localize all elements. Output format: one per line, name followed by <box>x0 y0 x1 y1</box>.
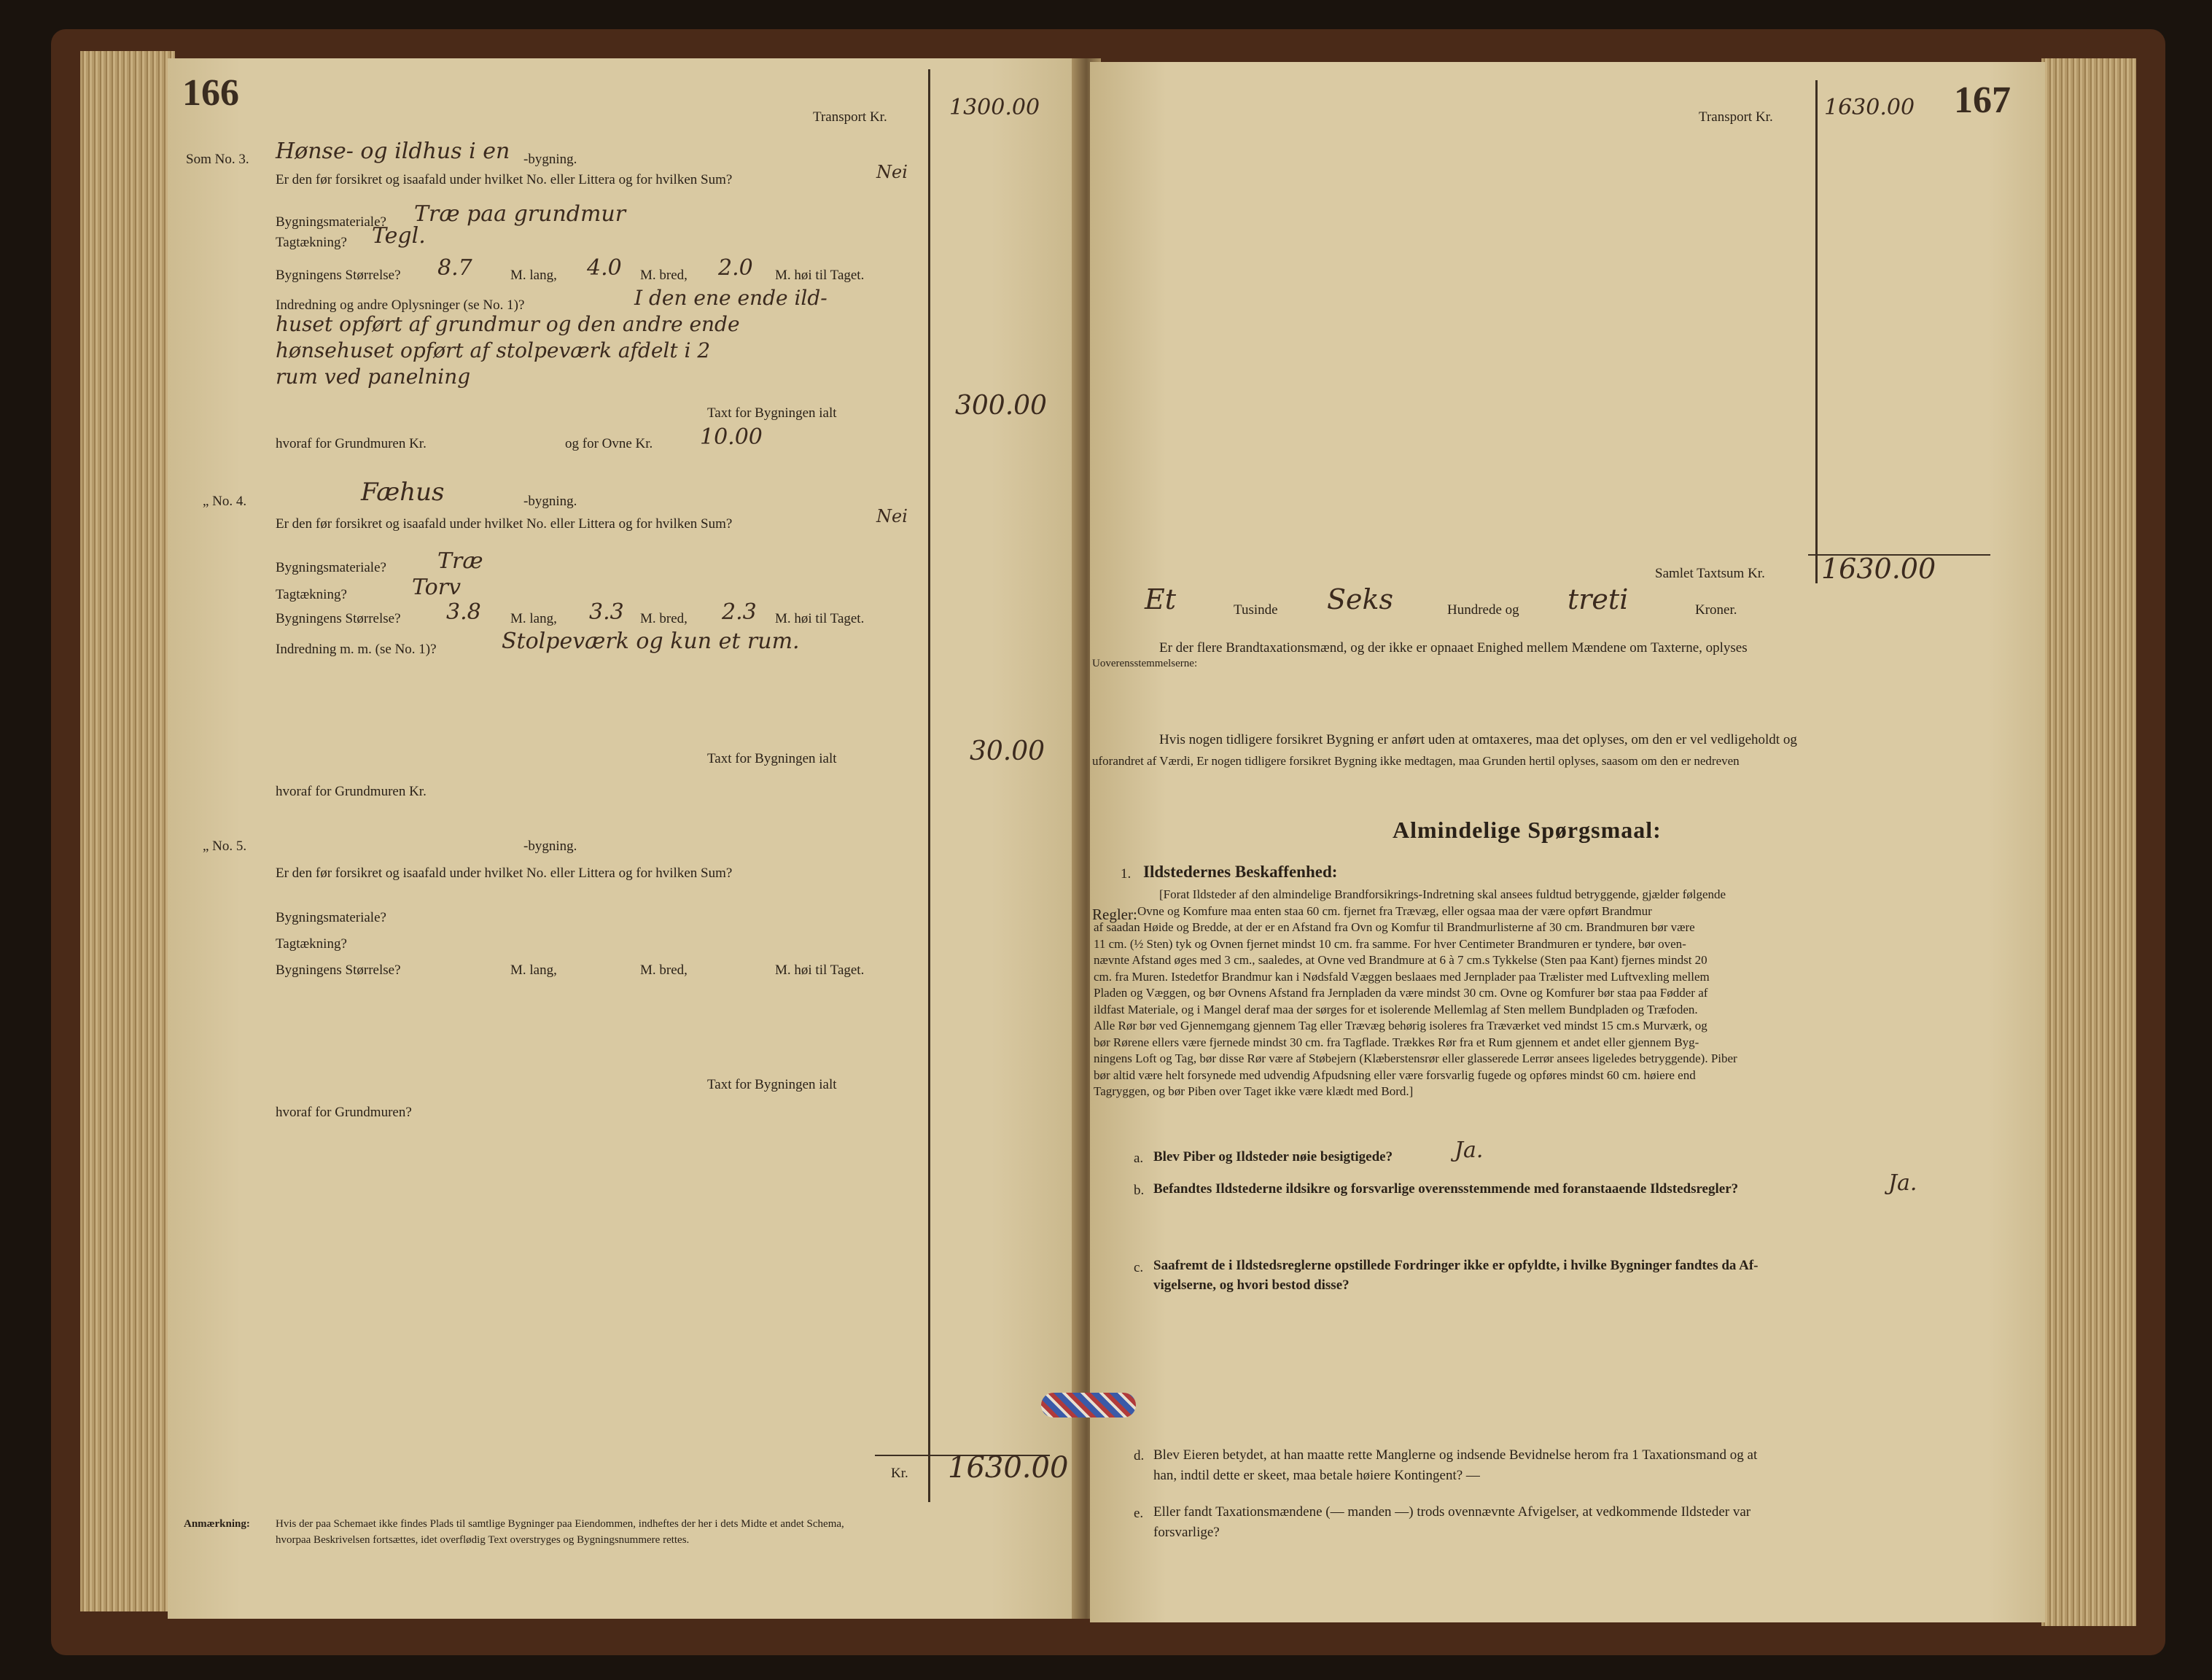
rule-line: ningens Loft og Tag, bør disse Rør være af Støbejern (Klæberstensrør eller glasserede Lerrør ansees ligeledes betryggende). Piber <box>1094 1051 1737 1065</box>
qe-text-2: forsvarlige? <box>1153 1525 1220 1540</box>
no4-building-name: Fæhus <box>361 478 445 507</box>
no4-interior-question: Indredning m. m. (se No. 1)? <box>276 642 437 657</box>
no5-mhoi: M. høi til Taget. <box>775 962 865 978</box>
no4-tax-label: Taxt for Bygningen ialt <box>707 751 837 766</box>
qd-text-1: Blev Eieren betydet, at han maatte rette Manglerne og indsende Bevidnelse herom fra 1 Taxationsmand og at <box>1153 1447 1758 1463</box>
no3-prior-question: Er den før forsikret og isaafald under hvilket No. eller Littera og for hvilken Sum? <box>276 172 733 187</box>
no3-tax-label: Taxt for Bygningen ialt <box>707 405 837 421</box>
qa-label: a. <box>1134 1151 1144 1166</box>
no4-length: 3.8 <box>446 599 481 625</box>
rule-line: ildfast Materiale, og i Mangel deraf maa der sørges for et isolerende Mellemlag af Sten mellem Bundpladen og Træfoden. <box>1094 1002 1698 1016</box>
no3-material-answer: Træ paa grundmur <box>414 201 626 227</box>
left-page <box>168 58 1083 1619</box>
right-transport-label: Transport Kr. <box>1699 109 1773 125</box>
no3-roof-question: Tagtækning? <box>276 235 347 250</box>
no3-interior-4: rum ved panelning <box>276 365 471 389</box>
no5-ground-label: hvoraf for Grundmuren? <box>276 1105 412 1120</box>
no5-prior-question: Er den før forsikret og isaafald under hvilket No. eller Littera og for hvilken Sum? <box>276 866 733 881</box>
rule-line: nævnte Afstand øges med 3 cm., saaledes, at Ovne ved Brandmure at 6 à 7 cm.s Tykkelse (Sten paa Kant) fjernes mindst 20 <box>1094 953 1707 967</box>
rule-line: Tagryggen, og bør Piben over Taget ikke være klædt med Bord.] <box>1094 1084 1414 1098</box>
left-transport-value: 1300.00 <box>949 95 1040 120</box>
no4-mlang: M. lang, <box>510 611 557 626</box>
no5-size-question: Bygningens Størrelse? <box>276 962 401 978</box>
amount-column-line <box>928 69 930 1502</box>
words-hundreds: Seks <box>1327 583 1394 615</box>
no3-building-name: Hønse- og ildhus i en <box>276 139 510 164</box>
no3-mhoi: M. høi til Taget. <box>775 268 865 283</box>
no4-material-question: Bygningsmateriale? <box>276 560 386 575</box>
q1-title: Ildstedernes Beskaffenhed: <box>1143 863 1338 881</box>
no3-roof-answer: Tegl. <box>372 223 426 249</box>
qa-answer: Ja. <box>1454 1138 1484 1163</box>
qb-text: Befandtes Ildstederne ildsikre og forsvarlige overensstemmende med foranstaaende Ildstedsregler? <box>1153 1181 1739 1197</box>
q1-label: 1. <box>1121 866 1132 882</box>
no4-roof-answer: Torv <box>412 575 462 600</box>
no3-width: 4.0 <box>587 255 622 281</box>
sum-label: Samlet Taxtsum Kr. <box>1655 566 1765 581</box>
no3-interior-3: hønsehuset opført af stolpeværk afdelt i 2 <box>276 338 711 362</box>
regler-label: Regler: <box>1092 906 1137 923</box>
rule-line: Alle Rør bør ved Gjennemgang gjennem Tag eller Trævæg behørig isoleres fra Træværket ved mindst 15 cm.s Murværk, og <box>1094 1019 1707 1032</box>
no3-prior-answer: Nei <box>876 162 908 182</box>
no4-prior-question: Er den før forsikret og isaafald under hvilket No. eller Littera og for hvilken Sum? <box>276 516 733 532</box>
no3-mbred: M. bred, <box>640 268 688 283</box>
note-text-1: Hvis der paa Schemaet ikke findes Plads til samtlige Bygninger paa Eiendommen, indheftes der her i dets Midte et andet Schema, <box>276 1518 844 1530</box>
disagree-text-2: Uoverensstemmelserne: <box>1092 658 1198 669</box>
tusinde-label: Tusinde <box>1234 602 1278 618</box>
binding-thread <box>1041 1393 1136 1418</box>
disagree-text-1: Er der flere Brandtaxationsmænd, og der ikke er opnaaet Enighed mellem Mændene om Taxterne, oplyses <box>1159 640 1748 656</box>
no5-material-question: Bygningsmateriale? <box>276 910 386 925</box>
qe-label: e. <box>1134 1506 1144 1521</box>
sum-value: 1630.00 <box>1821 553 1936 585</box>
no3-oven-label: og for Ovne Kr. <box>565 436 653 451</box>
no3-height: 2.0 <box>718 255 753 281</box>
qc-text-2: vigelserne, og hvori bestod disse? <box>1153 1278 1350 1293</box>
rule-line: cm. fra Muren. Istedetfor Brandmur kan i Nødsfald Væggen beslaaes med Jernplader paa Trælister med Luftvexling mellem <box>1094 969 1710 984</box>
right-page-number: 167 <box>1954 79 2011 121</box>
no4-height: 2.3 <box>722 599 757 625</box>
words-tens: treti <box>1568 583 1629 615</box>
no4-mbred: M. bred, <box>640 611 688 626</box>
no3-bygning: -bygning. <box>523 152 577 167</box>
rule-line: Ovne og Komfure maa enten staa 60 cm. fjernet fra Trævæg, eller ogsaa maa der være opført Brandmur <box>1137 903 1652 918</box>
qc-label: c. <box>1134 1260 1144 1275</box>
rule-line: Pladen og Væggen, og bør Ovnens Afstand fra Jernpladen da være mindst 30 cm. Ovne og Komfurer bør staa paa Fødder af <box>1094 986 1708 1000</box>
no4-bygning: -bygning. <box>523 494 577 509</box>
note-text-2: hvorpaa Beskrivelsen fortsættes, idet overflødig Text overstryges og Bygningsnummere rettes. <box>276 1534 690 1546</box>
qa-text: Blev Piber og Ildsteder nøie besigtigede? <box>1153 1149 1393 1164</box>
no3-material-question: Bygningsmateriale? <box>276 214 386 230</box>
right-amount-line <box>1815 80 1818 583</box>
left-total-value: 1630.00 <box>948 1451 1069 1485</box>
prior-text-2: uforandret af Værdi, Er nogen tidligere forsikret Bygning ikke medtagen, maa Grunden hertil oplyses, saasom om den er nedreven <box>1092 754 1740 768</box>
page-edges-right <box>2041 58 2136 1626</box>
no3-tax-value: 300.00 <box>955 391 1047 421</box>
rule-line: bør altid være helt forsynede med udvendig Afpudsning eller være forsvarlig fugede og opføres mindst 60 cm. høiere end <box>1094 1068 1696 1082</box>
no3-oven-value: 10.00 <box>700 424 763 450</box>
no3-interior-1: I den ene ende ild- <box>634 286 827 310</box>
no4-width: 3.3 <box>589 599 624 625</box>
no3-mlang: M. lang, <box>510 268 557 283</box>
left-total-label: Kr. <box>891 1466 908 1481</box>
hundrede-label: Hundrede og <box>1447 602 1519 618</box>
right-transport-value: 1630.00 <box>1824 95 1915 120</box>
no3-ground-label: hvoraf for Grundmuren Kr. <box>276 436 427 451</box>
qb-answer: Ja. <box>1888 1170 1917 1196</box>
no4-prior-answer: Nei <box>876 506 908 526</box>
left-page-number: 166 <box>182 72 239 114</box>
no3-label: Som No. 3. <box>186 152 249 167</box>
rule-line: bør Rørene ellers være fjernede mindst 30 cm. fra Tagflade. Trækkes Rør fra et Rum gjennem et andet eller gjennem Byg- <box>1094 1035 1699 1049</box>
no3-interior-2: huset opført af grundmur og den andre ende <box>276 312 740 336</box>
rule-line: [Forat Ildsteder af den almindelige Brandforsikrings-Indretning skal ansees fuldtud betryggende, gjælder følgende <box>1159 887 1726 901</box>
qd-label: d. <box>1134 1448 1145 1463</box>
ildsted-rules <box>1094 887 1952 1100</box>
no3-size-question: Bygningens Størrelse? <box>276 268 401 283</box>
no5-tax-label: Taxt for Bygningen ialt <box>707 1077 837 1092</box>
prior-text-1: Hvis nogen tidligere forsikret Bygning er anført uden at omtaxeres, maa det oplyses, om den er vel vedligeholdt og <box>1159 732 1797 747</box>
no5-mlang: M. lang, <box>510 962 557 978</box>
no4-material-answer: Træ <box>437 548 483 574</box>
no3-interior-question: Indredning og andre Oplysninger (se No. 1)? <box>276 298 525 313</box>
kroner-label: Kroner. <box>1695 602 1737 618</box>
no4-ground-label: hvoraf for Grundmuren Kr. <box>276 784 427 799</box>
no5-bygning: -bygning. <box>523 839 577 854</box>
no4-label: „ No. 4. <box>203 494 247 509</box>
no4-interior-1: Stolpeværk og kun et rum. <box>502 629 800 654</box>
qc-text-1: Saafremt de i Ildstedsreglerne opstillede Fordringer ikke er opfyldte, i hvilke Bygninger fandtes da Af- <box>1153 1258 1759 1273</box>
no4-size-question: Bygningens Størrelse? <box>276 611 401 626</box>
section-title: Almindelige Spørgsmaal: <box>1393 817 1662 843</box>
rule-line: af saadan Høide og Bredde, at der er en Afstand fra Ovn og Komfur til Brandmurlisterne af 30 cm. Brandmuren bør være <box>1094 920 1695 934</box>
page-edges-left <box>80 51 175 1611</box>
qe-text-1: Eller fandt Taxationsmændene (— manden —) trods ovennævnte Afvigelser, at vedkommende Ildsteder var <box>1153 1504 1751 1520</box>
left-transport-label: Transport Kr. <box>813 109 887 125</box>
qb-label: b. <box>1134 1183 1145 1198</box>
note-label: Anmærkning: <box>184 1518 250 1530</box>
no4-mhoi: M. høi til Taget. <box>775 611 865 626</box>
no4-roof-question: Tagtækning? <box>276 587 347 602</box>
no5-roof-question: Tagtækning? <box>276 936 347 952</box>
no4-tax-value: 30.00 <box>970 736 1045 766</box>
no3-length: 8.7 <box>437 255 472 281</box>
no5-mbred: M. bred, <box>640 962 688 978</box>
rule-line: 11 cm. (½ Sten) tyk og Ovnen fjernet mindst 10 cm. fra samme. For hver Centimeter Brandmuren er tyndere, bør oven- <box>1094 936 1686 951</box>
qd-text-2: han, indtil dette er skeet, maa betale høiere Kontingent? — <box>1153 1468 1480 1483</box>
no5-label: „ No. 5. <box>203 839 247 854</box>
words-thousands: Et <box>1145 583 1177 615</box>
